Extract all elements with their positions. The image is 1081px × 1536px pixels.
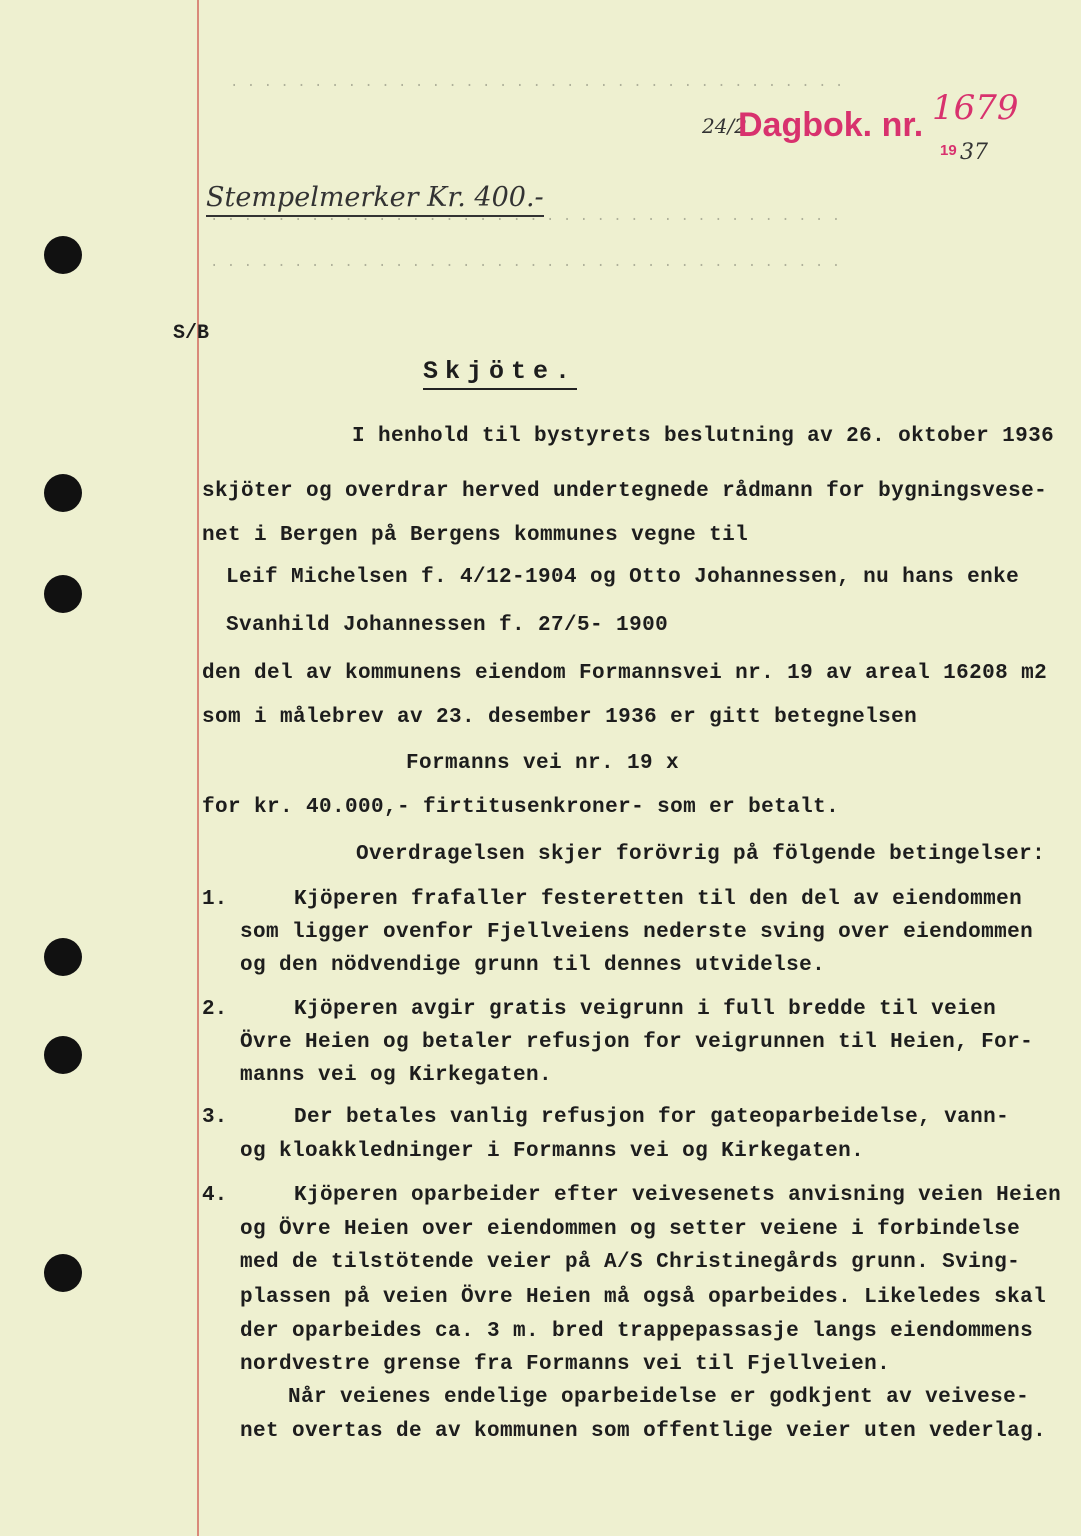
- bleed-through-text: · · · · · · · · · · · · · · · · · · · · · · · · · · · · · · · · · · · · ·: [230, 78, 844, 94]
- condition-line: manns vei og Kirkegaten.: [240, 1064, 553, 1087]
- document-title: Skjöte.: [423, 357, 577, 390]
- condition-number: 4.: [202, 1184, 228, 1207]
- punch-hole: [44, 1036, 82, 1074]
- body-line: Overdragelsen skjer forövrig på fölgende betingelser:: [356, 843, 1046, 866]
- condition-line: og kloakkledninger i Formanns vei og Kirkegaten.: [240, 1140, 865, 1163]
- condition-line: nordvestre grense fra Formanns vei til Fjellveien.: [240, 1353, 891, 1376]
- margin-rule: [197, 0, 199, 1536]
- condition-line: Kjöperen frafaller festeretten til den del av eiendommen: [294, 888, 1023, 911]
- condition-line: plassen på veien Övre Heien må også oparbeides. Likeledes skal: [240, 1286, 1047, 1309]
- body-line: den del av kommunens eiendom Formannsvei nr. 19 av areal 16208 m2: [202, 662, 1048, 685]
- bleed-through-text: · · · · · · · · · · · · · · · · · · · · · · · · · · · · · · · · · · · · · ·: [210, 258, 841, 274]
- date-handwritten: 24/2: [702, 114, 747, 138]
- condition-line: der oparbeides ca. 3 m. bred trappepassasje langs eiendommens: [240, 1320, 1034, 1343]
- sb-mark: S/B: [173, 322, 210, 345]
- body-line: skjöter og overdrar herved undertegnede rådmann for bygningsvese-: [202, 480, 1048, 503]
- body-line: som i målebrev av 23. desember 1936 er gitt betegnelsen: [202, 706, 918, 729]
- body-line: I henhold til bystyrets beslutning av 26. oktober 1936: [352, 425, 1055, 448]
- condition-number: 3.: [202, 1106, 228, 1129]
- condition-line: og den nödvendige grunn til dennes utvidelse.: [240, 954, 826, 977]
- condition-line: og Övre Heien over eiendommen og setter veiene i forbindelse: [240, 1218, 1021, 1241]
- dagbok-year-suffix: 37: [960, 140, 988, 165]
- body-line: net i Bergen på Bergens kommunes vegne til: [202, 524, 749, 547]
- dagbok-year-prefix: 19: [940, 142, 957, 159]
- condition-line: Der betales vanlig refusjon for gateoparbeidelse, vann-: [294, 1106, 1010, 1129]
- punch-hole: [44, 575, 82, 613]
- punch-hole: [44, 1254, 82, 1292]
- body-line: Svanhild Johannessen f. 27/5- 1900: [226, 614, 669, 637]
- condition-line: Kjöperen oparbeider efter veivesenets anvisning veien Heien: [294, 1184, 1062, 1207]
- condition-line: Övre Heien og betaler refusjon for veigrunnen til Heien, For-: [240, 1031, 1034, 1054]
- body-line: for kr. 40.000,- firtitusenkroner- som er betalt.: [202, 796, 840, 819]
- condition-line: med de tilstötende veier på A/S Christinegårds grunn. Sving-: [240, 1251, 1021, 1274]
- dagbok-stamp-label: Dagbok. nr.: [738, 106, 924, 144]
- punch-hole: [44, 474, 82, 512]
- condition-number: 1.: [202, 888, 228, 911]
- bleed-through-text: · · · · · · · · · · · · · · · · · · · · · · · · · · · · · · · · · · · · · ·: [210, 212, 841, 228]
- closing-line: Når veienes endelige oparbeidelse er godkjent av veivese-: [288, 1386, 1030, 1409]
- condition-line: som ligger ovenfor Fjellveiens nederste sving over eiendommen: [240, 921, 1034, 944]
- closing-line: net overtas de av kommunen som offentlige veier uten vederlag.: [240, 1420, 1047, 1443]
- punch-hole: [44, 236, 82, 274]
- condition-line: Kjöperen avgir gratis veigrunn i full bredde til veien: [294, 998, 997, 1021]
- body-line: Leif Michelsen f. 4/12-1904 og Otto Johannessen, nu hans enke: [226, 566, 1020, 589]
- punch-hole: [44, 938, 82, 976]
- dagbok-number: 1679: [932, 88, 1019, 128]
- condition-number: 2.: [202, 998, 228, 1021]
- stamp-duty-note: Stempelmerker Kr. 400.-: [206, 182, 544, 217]
- body-line: Formanns vei nr. 19 x: [406, 752, 680, 775]
